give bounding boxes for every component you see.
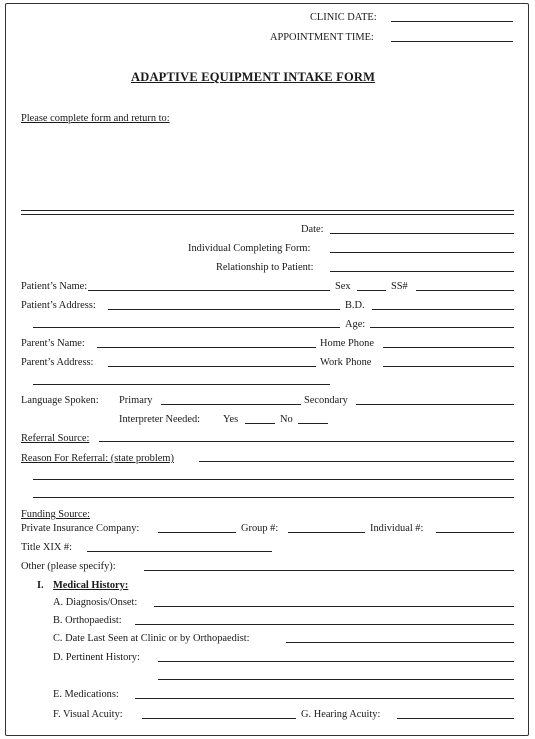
language-spoken-label: Language Spoken: xyxy=(21,395,99,406)
patient-name-field[interactable] xyxy=(88,290,330,291)
work-phone-field[interactable] xyxy=(383,366,514,367)
return-to-label: Please complete form and return to: xyxy=(21,113,170,124)
referral-source-field[interactable] xyxy=(99,441,514,442)
reason-for-referral-field[interactable] xyxy=(199,461,514,462)
patient-name-label: Patient’s Name: xyxy=(21,281,88,292)
other-funding-label: Other (please specify): xyxy=(21,561,116,572)
appointment-time-label: APPOINTMENT TIME: xyxy=(270,32,374,43)
date-field[interactable] xyxy=(330,233,514,234)
patient-address-label: Patient’s Address: xyxy=(21,300,96,311)
relationship-field[interactable] xyxy=(330,271,514,272)
diagnosis-onset-label: A. Diagnosis/Onset: xyxy=(53,597,138,608)
patient-address-line-2[interactable] xyxy=(33,327,340,328)
title-xix-field[interactable] xyxy=(87,551,272,552)
reason-for-referral-line-3[interactable] xyxy=(33,497,514,498)
private-insurance-field[interactable] xyxy=(158,532,236,533)
medications-field[interactable] xyxy=(135,698,514,699)
parent-address-field[interactable] xyxy=(108,366,316,367)
hearing-acuity-field[interactable] xyxy=(397,718,514,719)
title-xix-label: Title XIX #: xyxy=(21,542,72,553)
form-title: ADAPTIVE EQUIPMENT INTAKE FORM xyxy=(131,70,376,84)
date-last-seen-label: C. Date Last Seen at Clinic or by Orthopaedist: xyxy=(53,633,250,644)
bd-label: B.D. xyxy=(345,300,365,311)
interpreter-yes-field[interactable] xyxy=(245,423,275,424)
interpreter-needed-label: Interpreter Needed: xyxy=(119,414,201,425)
visual-acuity-label: F. Visual Acuity: xyxy=(53,709,123,720)
group-number-label: Group #: xyxy=(241,523,279,534)
parent-name-label: Parent’s Name: xyxy=(21,338,85,349)
pertinent-history-label: D. Pertinent History: xyxy=(53,652,140,663)
interpreter-no-label: No xyxy=(280,414,293,425)
bd-field[interactable] xyxy=(372,309,514,310)
primary-language-label: Primary xyxy=(119,395,153,406)
sex-label: Sex xyxy=(335,281,351,292)
parent-name-field[interactable] xyxy=(97,347,316,348)
appointment-time-field[interactable] xyxy=(391,41,513,42)
pertinent-history-line-2[interactable] xyxy=(158,679,514,680)
parent-address-line-2[interactable] xyxy=(33,384,330,385)
individual-number-field[interactable] xyxy=(436,532,514,533)
medical-history-heading: Medical History: xyxy=(53,580,129,591)
reason-for-referral-label: Reason For Referral: (state problem) xyxy=(21,453,174,464)
secondary-language-label: Secondary xyxy=(304,395,348,406)
referral-source-label: Referral Source: xyxy=(21,433,90,444)
medications-label: E. Medications: xyxy=(53,689,119,700)
orthopaedist-field[interactable] xyxy=(135,624,514,625)
primary-language-field[interactable] xyxy=(161,404,301,405)
patient-address-field[interactable] xyxy=(108,309,340,310)
relationship-label: Relationship to Patient: xyxy=(216,262,314,273)
divider-bottom xyxy=(21,214,514,215)
ss-field[interactable] xyxy=(416,290,514,291)
other-funding-field[interactable] xyxy=(144,570,514,571)
age-label: Age: xyxy=(345,319,366,330)
group-number-field[interactable] xyxy=(288,532,365,533)
clinic-date-label: CLINIC DATE: xyxy=(310,12,377,23)
hearing-acuity-label: G. Hearing Acuity: xyxy=(301,709,381,720)
work-phone-label: Work Phone xyxy=(320,357,372,368)
date-label: Date: xyxy=(301,224,324,235)
private-insurance-label: Private Insurance Company: xyxy=(21,523,140,534)
medical-history-numeral: I. xyxy=(37,580,44,591)
orthopaedist-label: B. Orthopaedist: xyxy=(53,615,122,626)
home-phone-field[interactable] xyxy=(383,347,514,348)
individual-completing-field[interactable] xyxy=(330,252,514,253)
funding-source-heading: Funding Source: xyxy=(21,509,90,520)
diagnosis-onset-field[interactable] xyxy=(154,606,514,607)
pertinent-history-field[interactable] xyxy=(158,661,514,662)
clinic-date-field[interactable] xyxy=(391,21,513,22)
ss-label: SS# xyxy=(391,281,408,292)
divider-top xyxy=(21,210,514,211)
visual-acuity-field[interactable] xyxy=(142,718,296,719)
parent-address-label: Parent’s Address: xyxy=(21,357,94,368)
sex-field[interactable] xyxy=(357,290,386,291)
date-last-seen-field[interactable] xyxy=(286,642,514,643)
interpreter-no-field[interactable] xyxy=(298,423,328,424)
reason-for-referral-line-2[interactable] xyxy=(33,479,514,480)
age-field[interactable] xyxy=(370,327,514,328)
secondary-language-field[interactable] xyxy=(356,404,514,405)
interpreter-yes-label: Yes xyxy=(223,414,239,425)
individual-number-label: Individual #: xyxy=(370,523,424,534)
individual-completing-label: Individual Completing Form: xyxy=(188,243,311,254)
home-phone-label: Home Phone xyxy=(320,338,374,349)
